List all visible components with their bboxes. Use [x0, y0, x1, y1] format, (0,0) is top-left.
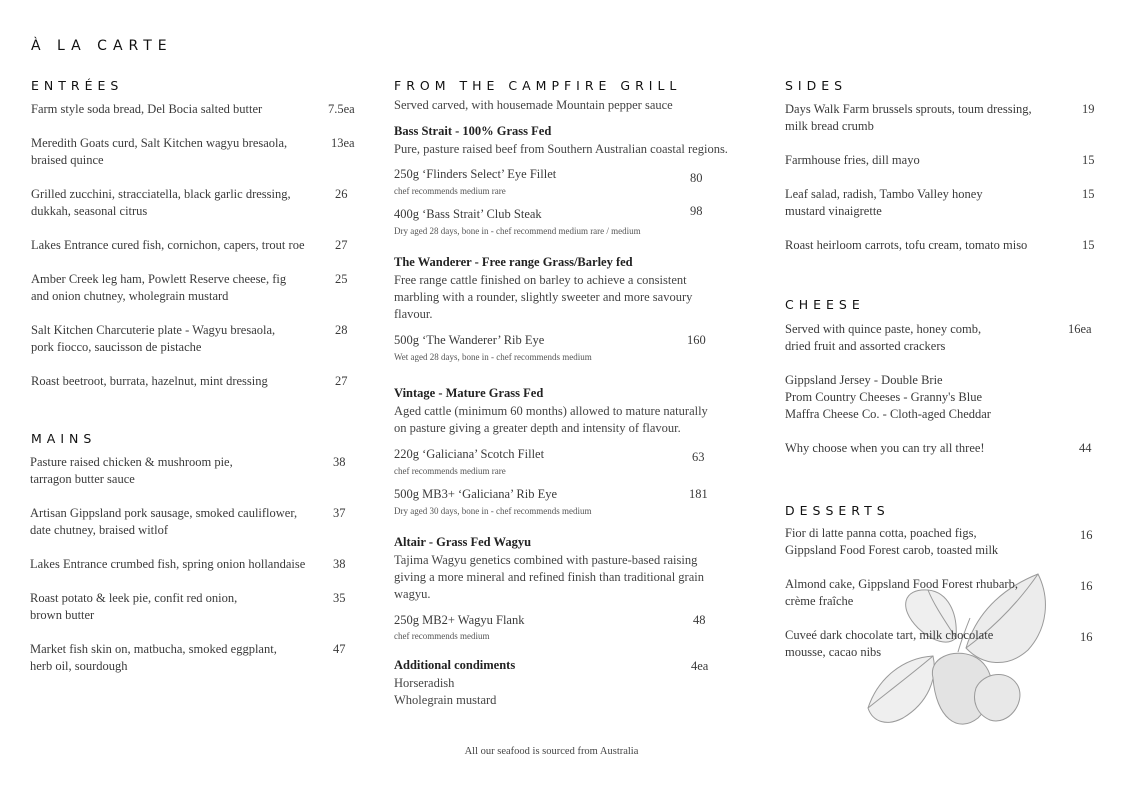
grill-cut-note: chef recommends medium rare [394, 186, 506, 196]
main-item-price: 38 [333, 455, 346, 469]
grill-heading: FROM THE CAMPFIRE GRILL [394, 78, 682, 93]
main-item-name: Roast potato & leek pie, confit red onion, brown butter [30, 591, 238, 622]
main-item-name: Pasture raised chicken & mushroom pie, tarragon butter sauce [30, 455, 233, 486]
cheese-list-item: Maffra Cheese Co. - Cloth-aged Cheddar [785, 407, 991, 421]
entree-item-name: Meredith Goats curd, Salt Kitchen wagyu bresaola, braised quince [31, 136, 288, 167]
grill-section-desc: Pure, pasture raised beef from Southern Australian coastal regions. [394, 142, 728, 156]
grill-cut-name: 250g MB2+ Wagyu Flank [394, 613, 525, 627]
entree-item-name: Amber Creek leg ham, Powlett Reserve cheese, fig and onion chutney, wholegrain mustard [31, 272, 287, 303]
entree-item-name: Lakes Entrance cured fish, cornichon, capers, trout roe [31, 238, 305, 252]
grill-cut-note: chef recommends medium [394, 631, 490, 641]
condiments-heading: Additional condiments [394, 658, 516, 672]
main-item-name: Market fish skin on, matbucha, smoked eggplant, herb oil, sourdough [30, 642, 277, 673]
cheese-intro: Served with quince paste, honey comb, dried fruit and assorted crackers [785, 322, 982, 353]
dessert-item-name: Fior di latte panna cotta, poached figs, Gippsland Food Forest carob, toasted milk [785, 526, 999, 557]
grill-cut-price: 63 [692, 450, 705, 464]
side-item-name: Days Walk Farm brussels sprouts, toum dressing, milk bread crumb [785, 102, 1032, 133]
grill-intro: Served carved, with housemade Mountain pepper sauce [394, 98, 673, 112]
grill-cut-name: 400g ‘Bass Strait’ Club Steak [394, 207, 542, 221]
entree-item-price: 7.5ea [328, 102, 355, 116]
grill-cut-name: 250g ‘Flinders Select’ Eye Fillet [394, 167, 557, 181]
grill-cut-price: 181 [689, 487, 708, 501]
main-item-price: 47 [333, 642, 346, 656]
grill-cut-price: 48 [693, 613, 706, 627]
grill-cut-name: 500g MB3+ ‘Galiciana’ Rib Eye [394, 487, 558, 501]
cheese-list-item: Prom Country Cheeses - Granny's Blue [785, 390, 983, 404]
entree-item-name: Salt Kitchen Charcuterie plate - Wagyu bresaola, pork fiocco, saucisson de pistache [31, 323, 276, 354]
grill-cut-price: 160 [687, 333, 706, 347]
cheese-heading: CHEESE [785, 297, 865, 312]
entrees-heading: ENTRÉES [31, 78, 124, 93]
grill-section-desc: Free range cattle finished on barley to achieve a consistent marbling with a rounder, slightly sweeter and more savoury flavour. [394, 273, 693, 321]
entree-item-price: 25 [335, 272, 348, 286]
side-item-price: 15 [1082, 153, 1095, 167]
condiments-price: 4ea [691, 659, 709, 673]
grill-section-desc: Aged cattle (minimum 60 months) allowed to mature naturally on pasture giving a greater depth and intensity of flavour. [394, 404, 708, 435]
side-item-name: Farmhouse fries, dill mayo [785, 153, 920, 167]
cheese-trio-price: 44 [1079, 441, 1092, 455]
entree-item-price: 26 [335, 187, 348, 201]
entree-item-price: 27 [335, 238, 348, 252]
dessert-item-price: 16 [1080, 579, 1093, 593]
dessert-item-name: Cuveé dark chocolate tart, milk chocolate mousse, cacao nibs [785, 628, 994, 659]
grill-section-name: Bass Strait - 100% Grass Fed [394, 124, 552, 138]
dessert-item-name: Almond cake, Gippsland Food Forest rhubarb, crème fraîche [785, 577, 1018, 608]
cheese-trio: Why choose when you can try all three! [785, 441, 985, 455]
grill-section-name: Vintage - Mature Grass Fed [394, 386, 544, 400]
grill-cut-note: Wet aged 28 days, bone in - chef recommends medium [394, 352, 592, 362]
mains-heading: MAINS [31, 431, 97, 446]
side-item-name: Roast heirloom carrots, tofu cream, tomato miso [785, 238, 1028, 252]
entree-item-price: 28 [335, 323, 348, 337]
entree-item-price: 27 [335, 374, 348, 388]
side-item-price: 15 [1082, 238, 1095, 252]
side-item-price: 19 [1082, 102, 1095, 116]
desserts-heading: DESSERTS [785, 503, 890, 518]
dessert-item-price: 16 [1080, 630, 1093, 644]
entree-item-name: Grilled zucchini, stracciatella, black garlic dressing, dukkah, seasonal citrus [31, 187, 291, 218]
main-item-price: 35 [333, 591, 346, 605]
cheese-intro-price: 16ea [1068, 322, 1092, 336]
grill-section-name: The Wanderer - Free range Grass/Barley fed [394, 255, 633, 269]
grill-cut-note: chef recommends medium rare [394, 466, 506, 476]
grill-cut-note: Dry aged 30 days, bone in - chef recommends medium [394, 506, 592, 516]
grill-cut-price: 98 [690, 204, 703, 218]
grill-section-name: Altair - Grass Fed Wagyu [394, 535, 532, 549]
main-item-price: 38 [333, 557, 346, 571]
entree-item-price: 13ea [331, 136, 355, 150]
condiment-item: Horseradish [394, 676, 455, 690]
dessert-item-price: 16 [1080, 528, 1093, 542]
side-item-name: Leaf salad, radish, Tambo Valley honey mustard vinaigrette [785, 187, 983, 218]
entree-item-name: Farm style soda bread, Del Bocia salted butter [31, 102, 263, 116]
grill-cut-name: 500g ‘The Wanderer’ Rib Eye [394, 333, 545, 347]
grill-cut-price: 80 [690, 171, 703, 185]
condiment-item: Wholegrain mustard [394, 693, 497, 707]
entree-item-name: Roast beetroot, burrata, hazelnut, mint dressing [31, 374, 268, 388]
cheese-list-item: Gippsland Jersey - Double Brie [785, 373, 943, 387]
grill-section-desc: Tajima Wagyu genetics combined with pasture-based raising giving a more mineral and refined finish than traditional grain wagyu. [394, 553, 704, 601]
footer-note: All our seafood is sourced from Australia [464, 746, 639, 757]
sides-heading: SIDES [785, 78, 848, 93]
main-item-price: 37 [333, 506, 346, 520]
grill-cut-name: 220g ‘Galiciana’ Scotch Fillet [394, 447, 545, 461]
main-item-name: Artisan Gippsland pork sausage, smoked cauliflower, date chutney, braised witlof [30, 506, 298, 537]
grill-cut-note: Dry aged 28 days, bone in - chef recommend medium rare / medium [394, 226, 641, 236]
side-item-price: 15 [1082, 187, 1095, 201]
page-title: À LA CARTE [31, 38, 173, 54]
main-item-name: Lakes Entrance crumbed fish, spring onion hollandaise [30, 557, 306, 571]
